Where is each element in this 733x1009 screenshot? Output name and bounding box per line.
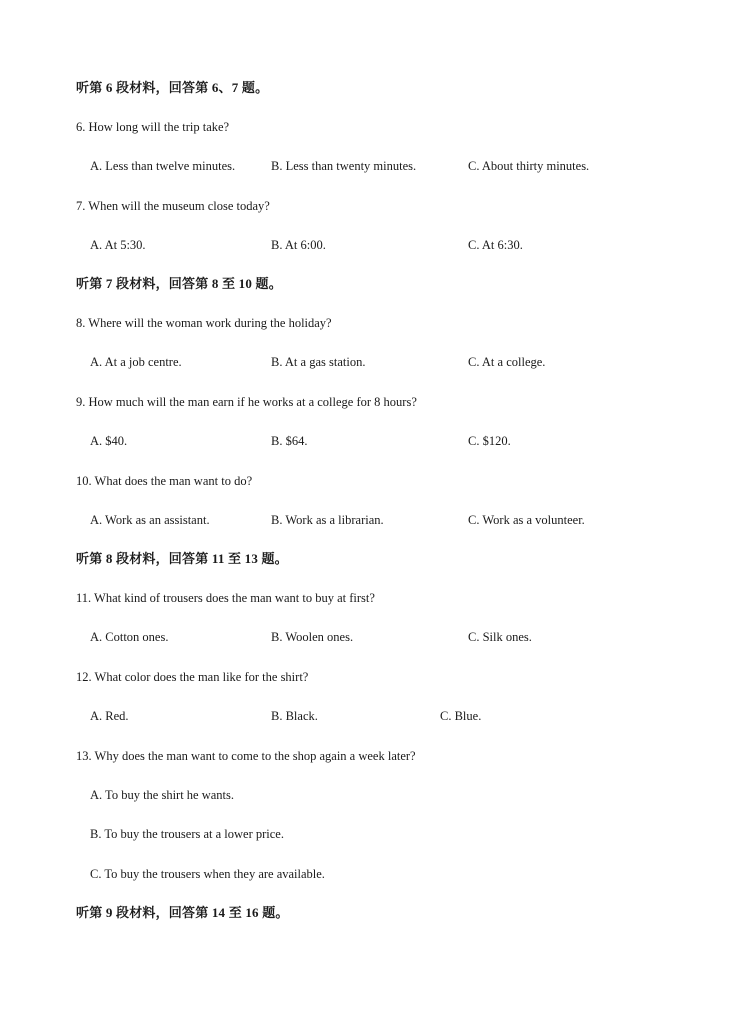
option-b: B. Woolen ones. xyxy=(271,630,354,644)
option-b: B. Less than twenty minutes. xyxy=(271,159,417,173)
option-b: B. To buy the trousers at a lower price. xyxy=(90,827,284,841)
option-b: B. Work as a librarian. xyxy=(271,513,384,527)
section-heading: 听第 6 段材料，回答第 6、7 题。 xyxy=(76,80,269,95)
option-a: A. At 5:30. xyxy=(90,238,146,252)
option-a: A. At a job centre. xyxy=(90,355,182,369)
question-text: 6. How long will the trip take? xyxy=(76,120,230,134)
option-a: A. $40. xyxy=(90,434,128,448)
option-b: B. Black. xyxy=(271,709,318,723)
question-text: 8. Where will the woman work during the holiday? xyxy=(76,316,332,330)
option-c: C. Silk ones. xyxy=(468,630,532,644)
option-c: C. $120. xyxy=(468,434,511,448)
question-text: 10. What does the man want to do? xyxy=(76,474,253,488)
option-b: B. At a gas station. xyxy=(271,355,366,369)
option-a: A. Less than twelve minutes. xyxy=(90,159,236,173)
section-heading: 听第 7 段材料，回答第 8 至 10 题。 xyxy=(76,276,282,291)
option-c: C. To buy the trousers when they are available. xyxy=(90,867,325,881)
option-c: C. Blue. xyxy=(440,709,482,723)
section-heading: 听第 9 段材料，回答第 14 至 16 题。 xyxy=(76,905,289,920)
option-c: C. At 6:30. xyxy=(468,238,523,252)
option-a: A. Cotton ones. xyxy=(90,630,169,644)
option-c: C. About thirty minutes. xyxy=(468,159,590,173)
question-text: 13. Why does the man want to come to the shop again a week later? xyxy=(76,749,416,763)
question-text: 7. When will the museum close today? xyxy=(76,199,270,213)
option-c: C. Work as a volunteer. xyxy=(468,513,585,527)
option-a: A. Work as an assistant. xyxy=(90,513,210,527)
section-heading: 听第 8 段材料，回答第 11 至 13 题。 xyxy=(76,551,288,566)
question-text: 12. What color does the man like for the shirt? xyxy=(76,670,309,684)
question-text: 9. How much will the man earn if he works at a college for 8 hours? xyxy=(76,395,417,409)
option-c: C. At a college. xyxy=(468,355,546,369)
question-text: 11. What kind of trousers does the man want to buy at first? xyxy=(76,591,375,605)
option-a: A. Red. xyxy=(90,709,129,723)
option-b: B. At 6:00. xyxy=(271,238,326,252)
option-a: A. To buy the shirt he wants. xyxy=(90,788,235,802)
option-b: B. $64. xyxy=(271,434,308,448)
